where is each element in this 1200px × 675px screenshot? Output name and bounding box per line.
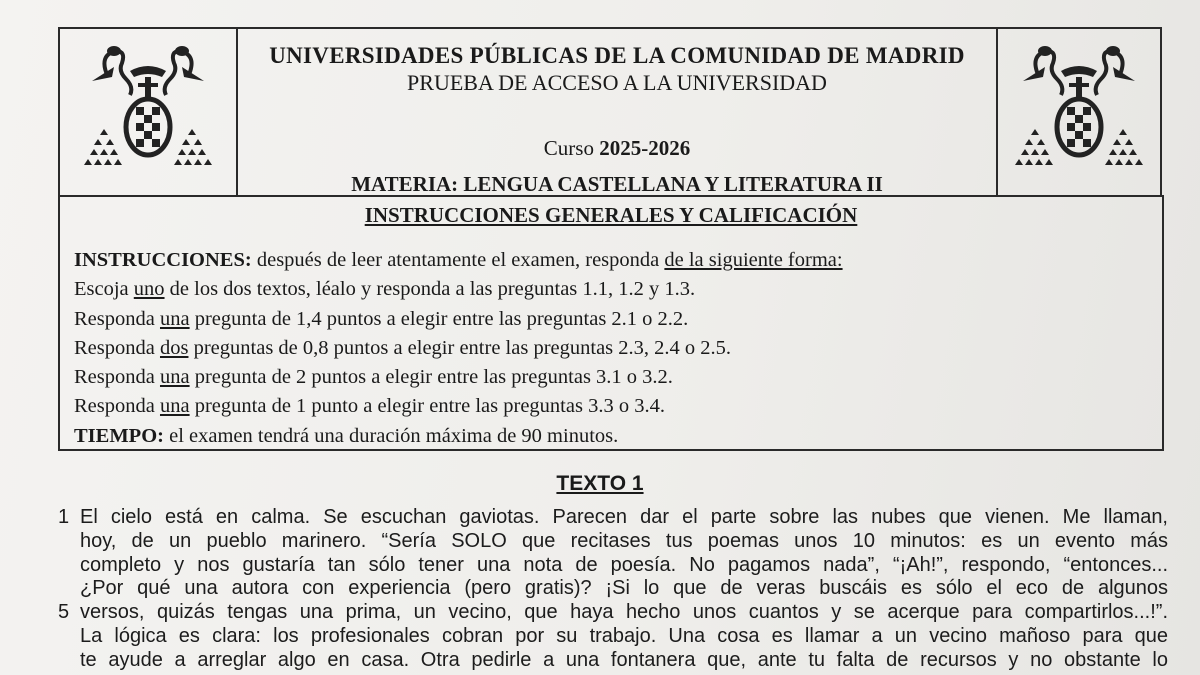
exam-header [58,27,1162,197]
instructions-label: INSTRUCCIONES: [74,249,252,271]
instruction-emphasis: una [159,307,190,330]
instruction-emphasis: una [159,366,190,389]
instruction-text: pregunta de 2 puntos a elegir entre las preguntas 3.1 o 3.2. [189,366,673,389]
instruction-text: preguntas de 0,8 puntos a elegir entre las preguntas 2.3, 2.4 o 2.5. [188,336,732,359]
instruction-emphasis: dos [159,336,189,359]
text-line-content: ¿Por qué una autora con experiencia (pero gratis)? ¡Si lo que de veras buscáis es sólo el eco de algunos [80,577,1168,600]
instructions-list [74,246,843,451]
text-body [58,506,1168,673]
instruction-text: Responda [74,336,160,359]
instruction-line [74,334,843,363]
instruction-text: el examen tendrá una duración máxima de 90 minutos. [163,424,619,447]
text-line-content: La lógica es clara: los profesionales cobran por su trabajo. Una cosa es llamar a un vecino mañoso para que [80,624,1168,647]
instruction-emphasis: de la siguiente forma: [664,249,843,271]
instruction-text: pregunta de 1 punto a elegir entre las preguntas 3.3 o 3.4. [189,395,665,418]
instruction-text: después de leer atentamente el examen, responda [251,249,665,271]
text-line-content: El cielo está en calma. Se escuchan gaviotas. Parecen dar el parte sobre las nubes que vienen. Me llaman, [80,506,1168,528]
text-title-label: TEXTO 1 [556,472,644,495]
text-line [58,554,1168,578]
text-line [58,577,1168,601]
instruction-line [74,246,843,275]
text-line-content: versos, quizás tengas una prima, un vecino, que haya hecho unos cuantos y se acerque para compartirlos...!”. [80,601,1168,624]
header-titles [238,29,996,195]
coat-of-arms-icon [1009,37,1149,187]
text-line [58,506,1168,530]
instruction-line [74,275,843,304]
instruction-line [74,422,843,451]
time-label: TIEMPO: [74,424,164,447]
coat-of-arms-icon [78,37,218,187]
line-number: 1 [58,506,70,528]
university-seal-left [60,29,238,195]
instruction-line [74,392,843,421]
text-line-content: te ayude a arreglar algo en casa. Otra pedirle a una fontanera que, ante tu falta de recursos y no obstante lo [80,648,1168,671]
instructions-title: INSTRUCCIONES GENERALES Y CALIFICACIÓN [364,203,858,227]
course-year: 2025-2026 [599,136,691,160]
course [238,136,996,161]
instructions-box [58,195,1164,451]
instruction-text: Responda [74,395,160,418]
instruction-emphasis: uno [133,278,165,301]
university-name: UNIVERSIDADES PÚBLICAS DE LA COMUNIDAD DE MADRID [269,43,965,68]
instruction-text: Responda [74,366,160,389]
line-number: 5 [58,601,70,624]
university-seal-right [996,29,1160,195]
instruction-line [74,305,843,334]
instruction-text: de los dos textos, léalo y responda a las preguntas 1.1, 1.2 y 1.3. [164,278,696,301]
text-line-content: completo y nos gustaría tan sólo tener una nota de poesía. No pagamos nada”, “¡Ah!”, respondo, “entonces... [80,553,1168,576]
instruction-line [74,363,843,392]
text-line-content: hoy, de un pueblo marinero. “Sería SOLO que recitases tus poemas unos 10 minutos: es un evento más [80,529,1168,552]
text-title [0,472,1200,496]
text-line [58,649,1168,673]
text-line [58,625,1168,649]
subject-title: MATERIA: LENGUA CASTELLANA Y LITERATURA II [351,172,883,196]
text-line [58,530,1168,554]
course-label: Curso [543,136,594,160]
text-line [58,601,1168,625]
instruction-emphasis: una [159,395,190,418]
instruction-text: Escoja [74,278,134,301]
instruction-text: Responda [74,307,160,330]
instruction-text: pregunta de 1,4 puntos a elegir entre las preguntas 2.1 o 2.2. [189,307,689,330]
exam-name: PRUEBA DE ACCESO A LA UNIVERSIDAD [407,70,827,95]
